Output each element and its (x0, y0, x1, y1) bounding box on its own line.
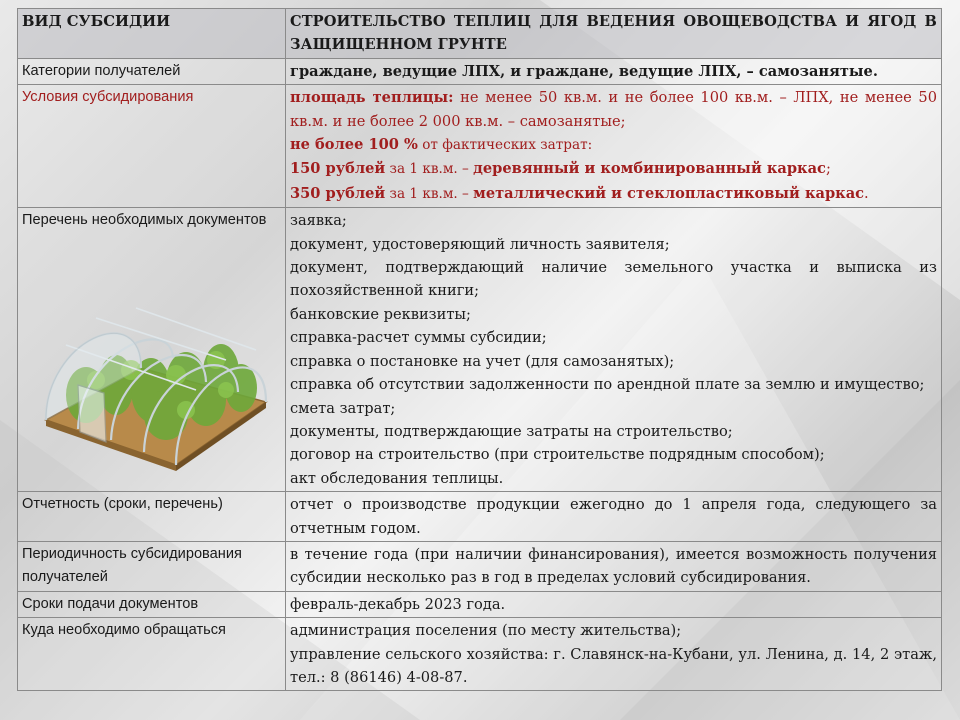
area-text: не менее 50 кв.м. и не более 100 кв.м. – ЛПХ, не менее 50 кв.м. и не более 2 000 кв.м. – самозанятые; (290, 89, 937, 130)
list-item: справка-расчет суммы субсидии; (290, 329, 547, 347)
rate-metal-price: 350 рублей (290, 184, 386, 202)
table-row (18, 541, 942, 591)
deadlines-value: февраль-декабрь 2023 года. (286, 591, 942, 617)
documents-label: Перечень необходимых документов (22, 212, 267, 229)
list-item: смета затрат; (290, 399, 396, 417)
subsidy-type-label: ВИД СУБСИДИИ (18, 9, 286, 59)
table-row (18, 492, 942, 542)
rate-metal-end: . (864, 184, 869, 202)
deadlines-label: Сроки подачи документов (18, 591, 286, 617)
conditions-label: Условия субсидирования (18, 85, 286, 208)
table-row (18, 85, 942, 208)
contact-agriculture-dept: управление сельского хозяйства: г. Славянск-на-Кубани, ул. Ленина, д. 14, 2 этаж, тел.: 8 (86146) 4-08-87. (290, 645, 937, 686)
table-row (18, 591, 942, 617)
table-row (18, 58, 942, 84)
rate-metal-frame: металлический и стеклопластиковый каркас (473, 184, 865, 202)
subsidy-title: СТРОИТЕЛЬСТВО ТЕПЛИЦ ДЛЯ ВЕДЕНИЯ ОВОЩЕВОДСТВА И ЯГОД В ЗАЩИЩЕННОМ ГРУНТЕ (286, 9, 942, 59)
greenhouse-illustration (26, 290, 271, 475)
table-row (18, 618, 942, 691)
list-item: договор на строительство (при строительстве подрядным способом); (290, 446, 825, 464)
table-row (18, 208, 942, 492)
list-item: справка об отсутствии задолженности по арендной плате за землю и имущество; (290, 376, 925, 394)
list-item: заявка; (290, 212, 347, 230)
contact-administration: администрация поселения (по месту жительства); (290, 622, 682, 640)
reporting-value: отчет о производстве продукции ежегодно до 1 апреля года, следующего за отчетным годом. (286, 492, 942, 542)
percent-limit: не более 100 % (290, 136, 418, 154)
list-item: акт обследования теплицы. (290, 469, 504, 487)
area-label: площадь теплицы: (290, 89, 454, 107)
periodicity-label: Периодичность субсидирования получателей (18, 541, 286, 591)
subsidy-table (17, 8, 942, 691)
list-item: справка о постановке на учет (для самозанятых); (290, 352, 675, 370)
documents-list (286, 208, 942, 492)
periodicity-value: в течение года (при наличии финансирования), имеется возможность получения субсидии несколько раз в год в пределах условий субсидирования. (286, 541, 942, 591)
list-item: документ, подтверждающий наличие земельного участка и выписка из похозяйственной книги; (290, 259, 937, 300)
contacts-label: Куда необходимо обращаться (18, 618, 286, 691)
list-item: банковские реквизиты; (290, 305, 471, 323)
reporting-label: Отчетность (сроки, перечень) (18, 492, 286, 542)
contacts-value (286, 618, 942, 691)
rate-wood-price: 150 рублей (290, 160, 386, 178)
rate-wood-end: ; (825, 160, 831, 178)
rate-wood-text: за 1 кв.м. – (385, 161, 474, 178)
recipients-label: Категории получателей (18, 58, 286, 84)
recipients-value: граждане, ведущие ЛПХ, и граждане, ведущие ЛПХ, – самозанятые. (286, 58, 942, 84)
documents-label-cell (18, 208, 286, 492)
conditions-value (286, 85, 942, 208)
percent-text: от фактических затрат: (417, 137, 593, 154)
rate-wood-frame: деревянный и комбинированный каркас (473, 160, 826, 178)
list-item: документы, подтверждающие затраты на строительство; (290, 422, 733, 440)
rate-metal-text: за 1 кв.м. – (385, 185, 474, 202)
list-item: документ, удостоверяющий личность заявителя; (290, 235, 670, 253)
table-header-row (18, 9, 942, 59)
